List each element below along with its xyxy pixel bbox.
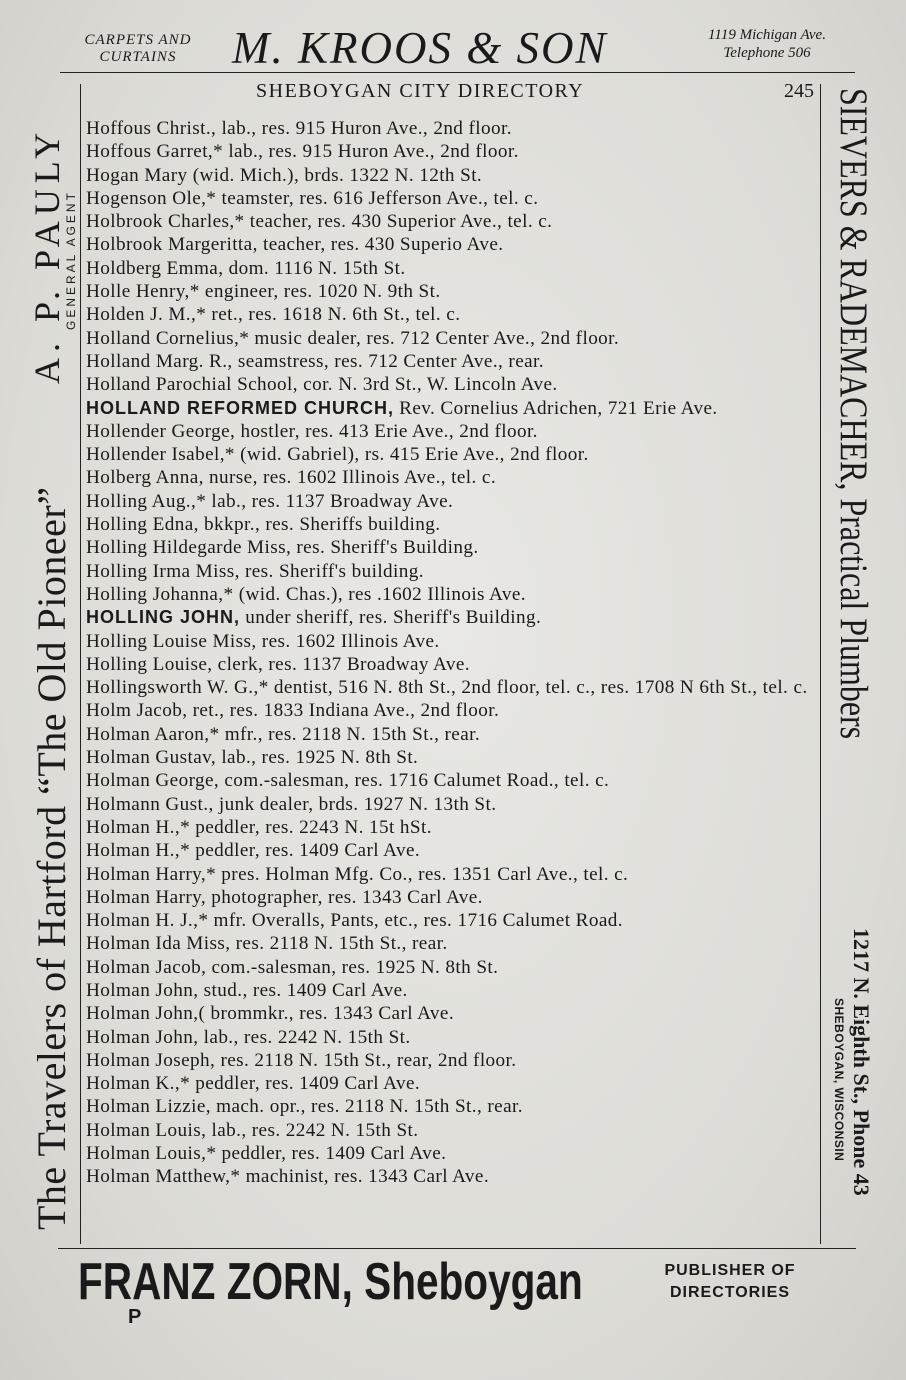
directory-entry: [86, 257, 820, 280]
entry-name: Holman John,: [86, 979, 199, 1001]
directory-entry: [86, 327, 820, 350]
entry-name: Holman Harry,*: [86, 863, 217, 885]
directory-entry: [86, 466, 820, 489]
entry-name: Hollender George,: [86, 420, 236, 442]
directory-entry: [86, 1165, 820, 1188]
directory-entry: [86, 909, 820, 932]
stray-letter: P: [128, 1306, 142, 1328]
entry-details: (wid. Gabriel), rs. 415 Erie Ave., 2nd floor.: [234, 444, 589, 466]
entry-details: ret., res. 1833 Indiana Ave., 2nd floor.: [187, 700, 500, 722]
entry-details: res. 1602 Illinois Ave.: [256, 630, 440, 652]
entry-details: (wid. Chas.), res .1602 Illinois Ave.: [233, 583, 526, 605]
entry-details: (wid. Mich.), brds. 1322 N. 12th St.: [187, 164, 483, 186]
entry-details: machinist, res. 1343 Carl Ave.: [240, 1166, 490, 1188]
entry-details: clerk, res. 1137 Broadway Ave.: [212, 653, 470, 675]
entry-details: mach. opr., res. 2118 N. 15th St., rear.: [210, 1096, 523, 1118]
entry-name: Holling Aug.,*: [86, 490, 207, 512]
directory-entry: [86, 350, 820, 373]
entry-name: Holman Louis,*: [86, 1143, 217, 1165]
entry-name: Hoffous Christ.,: [86, 118, 217, 139]
left-ad-slogan: The Travelers of Hartford “The Old Pioneer”: [29, 486, 74, 1230]
entry-name: Holberg Anna,: [86, 467, 204, 489]
entry-details: lab., res. 915 Huron Ave., 2nd floor.: [223, 141, 519, 163]
entry-name: Holman Gustav,: [86, 747, 217, 769]
entry-name: Holling Irma Miss,: [86, 560, 240, 582]
top-ad-address: 1119 Michigan Ave.: [708, 27, 826, 43]
entry-name: Holdberg Emma,: [86, 257, 224, 279]
directory-entry: [86, 490, 820, 513]
directory-entries: [86, 117, 820, 1189]
entry-details: lab., res. 2242 N. 15th St.: [198, 1026, 411, 1048]
entry-name: Holman K.,*: [86, 1073, 191, 1095]
directory-entry: [86, 723, 820, 746]
entry-name: Holman Harry,: [86, 886, 207, 908]
entry-name: Holman John,: [86, 1026, 199, 1048]
entry-name: Holman H. J.,*: [86, 910, 209, 932]
directory-entry: [86, 676, 820, 699]
entry-details: mfr., res. 2118 N. 15th St., rear.: [219, 723, 481, 745]
right-side-advertisement: [816, 88, 876, 1208]
entry-details: hostler, res. 413 Erie Ave., 2nd floor.: [235, 420, 538, 442]
directory-entry: [86, 560, 820, 583]
directory-entry: [86, 420, 820, 443]
directory-entry: [86, 886, 820, 909]
entry-name: Hogan Mary: [86, 164, 188, 186]
entry-name: Holman John,(: [86, 1003, 206, 1025]
directory-entry: [86, 303, 820, 326]
entry-name: Holling Johanna,*: [86, 583, 234, 605]
publisher-role-line1: PUBLISHER OF: [664, 1262, 796, 1279]
top-ad-left-note: CARPETS AND CURTAINS: [84, 32, 192, 65]
directory-entry: [86, 373, 820, 396]
entry-name: Holling Louise Miss,: [86, 630, 257, 652]
top-ad-right-note: [672, 26, 862, 62]
entry-details: com.-salesman, res. 1925 N. 8th St.: [206, 956, 499, 978]
entry-name: Holman Joseph,: [86, 1049, 216, 1071]
directory-entry: [86, 397, 820, 420]
entry-name: Hollender Isabel,*: [86, 444, 235, 466]
directory-entry: [86, 117, 820, 140]
directory-entry: [86, 932, 820, 955]
directory-entry: [86, 280, 820, 303]
entry-name: Holbrook Charles,*: [86, 211, 245, 233]
directory-entry: [86, 630, 820, 653]
directory-entry: [86, 1072, 820, 1095]
entry-name: Holmann Gust.,: [86, 793, 214, 815]
entry-details: brommkr., res. 1343 Carl Ave.: [205, 1003, 455, 1025]
entry-details: pres. Holman Mfg. Co., res. 1351 Carl Ave., tel. c.: [216, 863, 629, 885]
left-ad-agent: [27, 126, 78, 384]
entry-details: res. 2118 N. 15th St., rear.: [230, 933, 448, 955]
top-advertisement: [0, 18, 906, 74]
entry-name: Holling Hildegarde Miss,: [86, 537, 292, 559]
entry-name: Hoffous Garret,*: [86, 141, 224, 163]
right-ad-address: 1217 N. Eighth St., Phone 43: [849, 928, 874, 1196]
directory-entry: [86, 1002, 820, 1025]
entry-details: teamster, res. 616 Jefferson Ave., tel. c.: [216, 187, 539, 209]
directory-entry: [86, 583, 820, 606]
publisher-role-line2: DIRECTORIES: [669, 1284, 791, 1301]
entry-details: lab., res. 1137 Broadway Ave.: [206, 490, 454, 512]
entry-details: Rev. Cornelius Adrichen, 721 Erie Ave.: [393, 397, 718, 419]
running-head-title: SHEBOYGAN CITY DIRECTORY: [256, 80, 585, 102]
entry-name: Holland Marg. R.,: [86, 350, 233, 372]
directory-entry: [86, 863, 820, 886]
entry-details: engineer, res. 1020 N. 9th St.: [199, 281, 441, 303]
bottom-advertisement: [0, 1252, 906, 1332]
directory-entry: [86, 1142, 820, 1165]
directory-entry: [86, 793, 820, 816]
entry-details: mfr. Overalls, Pants, etc., res. 1716 Calumet Road.: [208, 910, 623, 932]
right-ad-city: SHEBOYGAN, WISCONSIN: [832, 998, 846, 1162]
left-side-advertisement: [28, 90, 88, 1230]
top-ad-firm-name: M. KROOS & SON: [232, 23, 608, 73]
entry-details: teacher, res. 430 Superio Ave.: [257, 234, 504, 256]
directory-entry: [86, 979, 820, 1002]
directory-entry: [86, 187, 820, 210]
entry-details: peddler, res. 1409 Carl Ave.: [190, 840, 421, 862]
entry-details: dom. 1116 N. 15th St.: [223, 257, 406, 279]
directory-entry: [86, 1026, 820, 1049]
entry-name: HOLLING JOHN,: [86, 607, 241, 628]
directory-entry: [86, 1119, 820, 1142]
entry-details: peddler, res. 1409 Carl Ave.: [216, 1143, 447, 1165]
directory-entry: [86, 1049, 820, 1072]
entry-details: seamstress, res. 712 Center Ave., rear.: [232, 350, 544, 372]
entry-name: Hogenson Ole,*: [86, 187, 217, 209]
directory-entry: [86, 140, 820, 163]
directory-entry: [86, 513, 820, 536]
top-ad-telephone: Telephone 506: [723, 45, 811, 61]
entry-details: cor. N. 3rd St., W. Lincoln Ave.: [297, 374, 558, 396]
directory-entry: [86, 699, 820, 722]
entry-details: junk dealer, brds. 1927 N. 13th St.: [213, 793, 497, 815]
entry-name: Holbrook Margeritta,: [86, 234, 258, 256]
entry-name: Holman Jacob,: [86, 956, 207, 978]
entry-name: HOLLAND REFORMED CHURCH,: [86, 397, 394, 418]
entry-details: stud., res. 1409 Carl Ave.: [198, 979, 408, 1001]
directory-entry: [86, 233, 820, 256]
entry-details: com.-salesman, res. 1716 Calumet Road., tel. c.: [219, 770, 610, 792]
entry-name: Holman Aaron,*: [86, 723, 220, 745]
right-ad-firm-name: SIEVERS & RADEMACHER, Practical Plumbers: [832, 88, 875, 740]
publisher-name: FRANZ ZORN, Sheboygan: [78, 1253, 583, 1311]
bottom-rule: [58, 1248, 856, 1249]
entry-name: Holden J. M.,*: [86, 304, 207, 326]
directory-entry: [86, 1095, 820, 1118]
entry-details: teacher, res. 430 Superior Ave., tel. c.: [244, 211, 553, 233]
entry-details: lab., res. 915 Huron Ave., 2nd floor.: [216, 118, 512, 139]
directory-entry: [86, 606, 820, 629]
entry-name: Holle Henry,*: [86, 281, 200, 303]
left-ad-agent-name: A. P. PAULY: [27, 126, 67, 384]
directory-entry: [86, 164, 820, 187]
entry-name: Holman H.,*: [86, 840, 191, 862]
top-rule: [60, 72, 855, 73]
entry-details: res. Sheriff's building.: [239, 560, 424, 582]
entry-details: bkkpr., res. Sheriffs building.: [198, 514, 441, 536]
page-number: 245: [784, 80, 814, 102]
entry-details: res. Sheriff's Building.: [291, 537, 479, 559]
entry-name: Holman Matthew,*: [86, 1166, 241, 1188]
entry-name: Holland Parochial School,: [86, 374, 298, 396]
entry-name: Holland Cornelius,*: [86, 327, 250, 349]
directory-entry: [86, 746, 820, 769]
entry-details: photographer, res. 1343 Carl Ave.: [206, 886, 483, 908]
directory-entry: [86, 956, 820, 979]
publisher-role: [650, 1260, 810, 1304]
left-ad-agent-role: GENERAL AGENT: [64, 190, 78, 330]
entry-name: Holling Louise,: [86, 653, 213, 675]
directory-entry: [86, 443, 820, 466]
directory-entry: [86, 653, 820, 676]
entry-name: Hollingsworth W. G.,*: [86, 677, 269, 699]
entry-details: res. 2118 N. 15th St., rear, 2nd floor.: [215, 1049, 517, 1071]
entry-name: Holling Edna,: [86, 514, 199, 536]
directory-entry: [86, 816, 820, 839]
entry-details: nurse, res. 1602 Illinois Ave., tel. c.: [203, 467, 497, 489]
entry-name: Holman H.,*: [86, 816, 191, 838]
entry-name: Holm Jacob,: [86, 700, 188, 722]
entry-details: music dealer, res. 712 Center Ave., 2nd floor.: [249, 327, 620, 349]
entry-details: under sheriff, res. Sheriff's Building.: [240, 607, 542, 629]
running-head: [86, 80, 816, 106]
entry-name: Holman Louis,: [86, 1119, 207, 1141]
entry-details: lab., res. 2242 N. 15th St.: [206, 1119, 419, 1141]
entry-details: ret., res. 1618 N. 6th St., tel. c.: [206, 304, 461, 326]
entry-name: Holman George,: [86, 770, 220, 792]
directory-entry: [86, 536, 820, 559]
directory-entry: [86, 210, 820, 233]
entry-details: peddler, res. 1409 Carl Ave.: [190, 1073, 421, 1095]
entry-details: dentist, 516 N. 8th St., 2nd floor, tel. c., res. 1708 N 6th St., tel. c.: [268, 677, 808, 699]
entry-details: peddler, res. 2243 N. 15t hSt.: [190, 816, 432, 838]
directory-entry: [86, 769, 820, 792]
directory-entry: [86, 839, 820, 862]
entry-name: Holman Ida Miss,: [86, 933, 231, 955]
entry-details: lab., res. 1925 N. 8th St.: [216, 747, 419, 769]
entry-name: Holman Lizzie,: [86, 1096, 211, 1118]
